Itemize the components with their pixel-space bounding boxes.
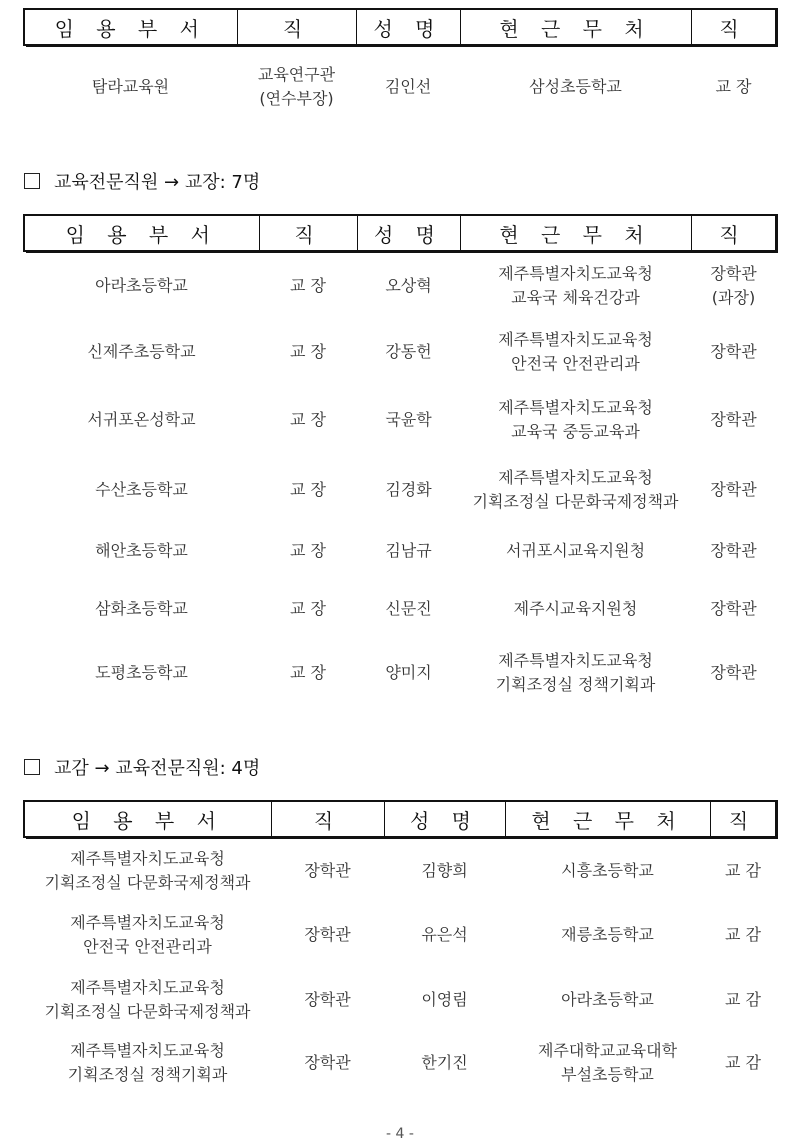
table-cell: 아라초등학교 [95, 275, 188, 295]
header-position: 직 [271, 801, 384, 837]
table-cell: 교 장 [290, 663, 326, 682]
table-cell: 장학관 [710, 342, 757, 361]
header-name: 성 명 [356, 9, 460, 45]
section-heading [24, 754, 260, 780]
table-cell: 장학관 [710, 480, 757, 499]
section-heading [24, 168, 260, 194]
table-cell: 유은석 [421, 925, 468, 944]
table-cell: 장학관 [304, 925, 351, 944]
table-cell: 서귀포온성학교 [87, 410, 196, 429]
table-cell: 해안초등학교 [95, 541, 188, 560]
table-cell: 장학관 (과장) [710, 263, 757, 307]
header-position: 직 [237, 9, 356, 45]
header-current-workplace: 현 근 무 처 [460, 9, 691, 45]
table-cell: 제주특별자치도교육청 안전국 안전관리과 [70, 913, 225, 956]
table-cell: 김향희 [421, 860, 468, 880]
header-department: 임 용 부 서 [24, 9, 237, 45]
table-row [24, 251, 776, 319]
table-cell: 제주특별자치도교육청 기획조정실 정책기획과 [67, 1041, 228, 1084]
table-cell: 교육연구관 (연수부장) [257, 64, 336, 108]
header-current-position: 직 [691, 9, 776, 45]
table-cell: 교 장 [290, 480, 326, 499]
table-cell: 장학관 [304, 860, 351, 880]
table-cell: 제주특별자치도교육청 기획조정실 다문화국제정책과 [44, 848, 251, 892]
header-department: 임 용 부 서 [24, 801, 271, 837]
table-row [24, 967, 776, 1033]
table-2 [23, 214, 778, 705]
table-cell: 교 장 [290, 599, 326, 618]
table-cell: 제주대학교교육대학 부설초등학교 [537, 1041, 678, 1084]
table-cell: 제주특별자치도교육청 기획조정실 정책기획과 [495, 651, 656, 694]
table-cell: 제주특별자치도교육청 기획조정실 다문화국제정책과 [44, 978, 251, 1021]
table-cell: 교 장 [290, 410, 326, 429]
table-cell: 김경화 [385, 480, 432, 499]
table-cell: 아라초등학교 [561, 990, 654, 1009]
table-cell: 재릉초등학교 [561, 925, 654, 944]
table-cell: 삼성초등학교 [529, 76, 622, 96]
table-cell: 신제주초등학교 [87, 342, 196, 361]
table-cell: 교 장 [290, 275, 326, 295]
table-cell: 장학관 [304, 1053, 351, 1072]
table-row [24, 45, 776, 127]
table-cell: 장학관 [710, 410, 757, 429]
table-cell: 교 감 [725, 860, 761, 880]
table-cell: 제주특별자치도교육청 안전국 안전관리과 [498, 330, 653, 373]
table-3 [23, 800, 778, 1093]
header-position: 직 [259, 215, 357, 251]
header-current-workplace: 현 근 무 처 [460, 215, 691, 251]
table-row [24, 641, 776, 705]
table-row [24, 837, 776, 903]
table-cell: 김남규 [385, 541, 432, 560]
page-number: - 4 - [386, 1126, 414, 1142]
table-row [24, 385, 776, 455]
table-cell: 양미지 [385, 663, 432, 682]
table-1 [23, 8, 778, 127]
table-cell: 김인선 [384, 76, 432, 96]
table-cell: 수산초등학교 [95, 480, 188, 499]
table-cell: 이영림 [421, 990, 468, 1009]
header-current-position: 직 [691, 215, 776, 251]
table-cell: 장학관 [304, 990, 351, 1009]
table-cell: 제주시교육지원청 [513, 599, 638, 618]
table-row [24, 903, 776, 967]
table-row [24, 525, 776, 577]
table-cell: 교 감 [725, 1053, 761, 1072]
table-cell: 시흥초등학교 [561, 860, 654, 880]
table-cell: 제주특별자치도교육청 교육국 체육건강과 [498, 263, 653, 307]
table-cell: 교 장 [290, 342, 326, 361]
table-cell: 제주특별자치도교육청 교육국 중등교육과 [498, 398, 653, 441]
section-title: 교감 → 교육전문직원: 4명 [54, 758, 261, 779]
table-cell: 장학관 [710, 599, 757, 618]
table-2-header [24, 215, 776, 251]
checkbox-icon [24, 173, 40, 189]
table-cell: 교 감 [725, 990, 761, 1009]
table-cell: 한기진 [421, 1053, 468, 1072]
table-cell: 장학관 [710, 663, 757, 682]
table-cell: 교 장 [290, 541, 326, 560]
header-name: 성 명 [384, 801, 505, 837]
table-cell: 강동헌 [385, 342, 432, 361]
table-cell: 교 장 [715, 76, 752, 96]
table-row [24, 1033, 776, 1093]
table-1-body [24, 45, 776, 127]
section-title: 교육전문직원 → 교장: 7명 [54, 172, 261, 193]
table-1-header [24, 9, 776, 45]
table-cell: 장학관 [710, 541, 757, 560]
header-current-position: 직 [710, 801, 776, 837]
table-cell: 교 감 [725, 925, 761, 944]
table-cell: 제주특별자치도교육청 기획조정실 다문화국제정책과 [472, 468, 679, 511]
table-cell: 탐라교육원 [91, 76, 170, 96]
table-cell: 신문진 [385, 599, 432, 618]
table-row [24, 455, 776, 525]
table-3-body [24, 837, 776, 1093]
table-cell: 오상혁 [385, 275, 432, 295]
header-current-workplace: 현 근 무 처 [505, 801, 710, 837]
table-cell: 삼화초등학교 [95, 599, 188, 618]
checkbox-icon [24, 759, 40, 775]
table-3-header [24, 801, 776, 837]
table-cell: 도평초등학교 [95, 663, 188, 682]
table-row [24, 319, 776, 385]
table-cell: 서귀포시교육지원청 [505, 541, 646, 560]
table-2-body [24, 251, 776, 705]
table-row [24, 577, 776, 641]
header-name: 성 명 [357, 215, 460, 251]
header-department: 임 용 부 서 [24, 215, 259, 251]
table-cell: 국윤학 [385, 410, 432, 429]
